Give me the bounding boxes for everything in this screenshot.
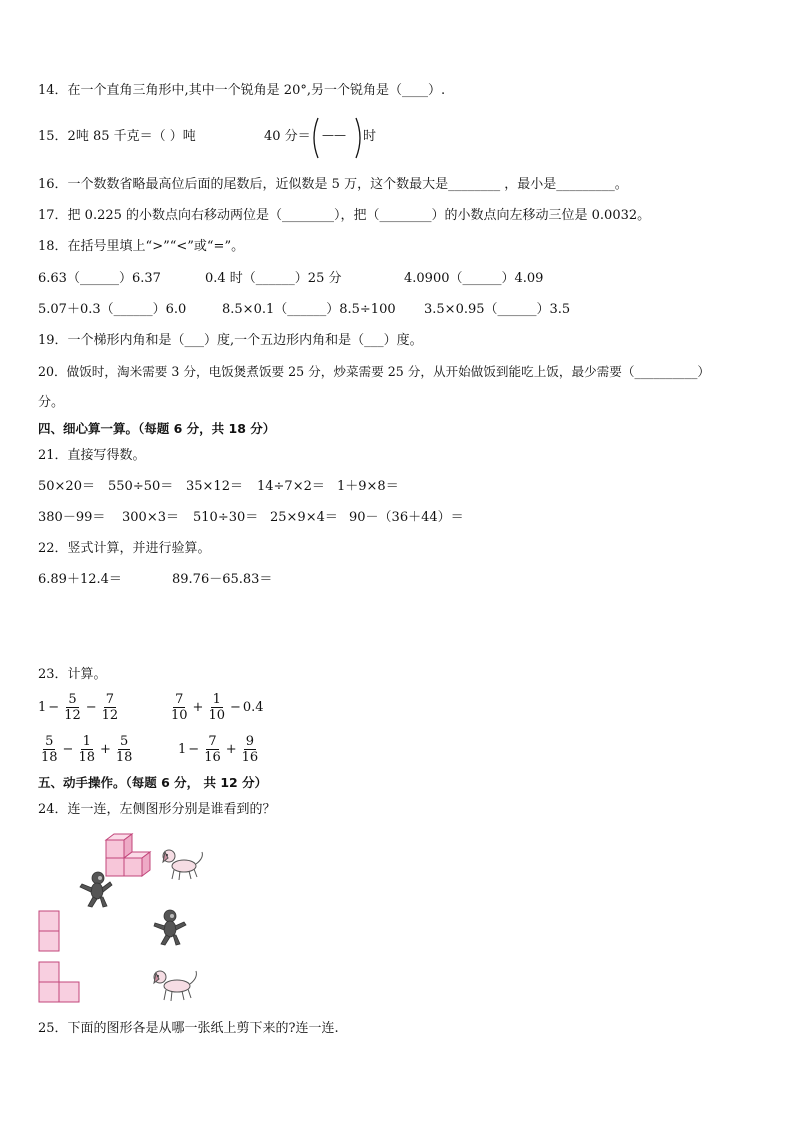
minus-sign: − — [62, 742, 74, 757]
question-18-item: 0.4 时（______）25 分 — [205, 271, 342, 286]
oral-calc-item: 25×9×4＝ — [270, 510, 338, 525]
fraction-expression-2 — [168, 692, 264, 723]
monkey-icon — [150, 908, 190, 948]
vertical-calc-item: 6.89＋12.4＝ — [38, 572, 122, 587]
oral-calc-item: 35×12＝ — [186, 479, 243, 494]
vertical-calc-item: 89.76－65.83＝ — [172, 572, 273, 587]
question-18-item: 3.5×0.95（______）3.5 — [424, 302, 571, 317]
dog-icon — [150, 966, 202, 1004]
question-15-unit: 时 — [363, 129, 377, 144]
oral-calc-item: 1＋9×8＝ — [337, 479, 399, 494]
question-18-item: 4.0900（______）4.09 — [404, 271, 544, 286]
oral-calc-item: 90－（36＋44）＝ — [349, 510, 464, 525]
question-23-stem: 23．计算。 — [38, 667, 107, 682]
oral-calc-item: 14÷7×2＝ — [257, 479, 325, 494]
fraction: $\frac{7}{12}$ — [101, 692, 119, 723]
monkey-icon — [76, 870, 116, 910]
fraction-expression-4 — [178, 734, 261, 765]
expr-number: 0.4 — [242, 700, 264, 715]
fraction: $\frac{7}{16}$ — [204, 734, 221, 765]
question-20-line2: 分。 — [38, 395, 65, 410]
dog-icon — [160, 846, 208, 882]
oral-calc-item: 550÷50＝ — [108, 479, 174, 494]
question-24: 24．连一连，左侧图形分别是谁看到的？ — [38, 802, 276, 817]
section-4-heading: 四、细心算一算。（每题 6 分，共 18 分） — [38, 421, 276, 436]
minus-sign: − — [230, 700, 241, 715]
oral-calc-item: 300×3＝ — [122, 510, 179, 525]
question-15-part2: 40 分＝ — [264, 129, 311, 144]
question-14: 14．在一个直角三角形中,其中一个锐角是 20°,另一个锐角是（____）. — [38, 83, 446, 98]
question-18-item: 8.5×0.1（______）8.5÷100 — [222, 302, 396, 317]
fraction: $\frac{5}{18}$ — [115, 734, 133, 765]
question-16: 16．一个数数省略最高位后面的尾数后，近似数是 5 万，这个数最大是________ ，最小是_________。 — [38, 177, 628, 192]
question-18-stem: 18．在括号里填上“>”“<”或“=”。 — [38, 239, 245, 254]
minus-sign: − — [188, 742, 200, 757]
expr-number: 1 — [38, 700, 47, 715]
question-15-fraction-line: —— — [322, 128, 346, 142]
oral-calc-item: 50×20＝ — [38, 479, 95, 494]
fraction: $\frac{5}{12}$ — [64, 692, 81, 723]
fraction: $\frac{1}{18}$ — [78, 734, 95, 765]
view-figure-column — [38, 910, 62, 954]
question-19: 19．一个梯形内角和是（___）度,一个五边形内角和是（___）度。 — [38, 333, 423, 348]
fraction: $\frac{5}{18}$ — [41, 734, 58, 765]
question-15-part1: 15．2吨 85 千克＝（ ）吨 — [38, 129, 196, 144]
section-5-heading: 五、动手操作。（每题 6 分， 共 12 分） — [38, 775, 268, 790]
question-18-item: 5.07＋0.3（______）6.0 — [38, 302, 187, 317]
fraction-expression-1 — [38, 692, 121, 723]
question-18-item: 6.63（______）6.37 — [38, 271, 161, 286]
question-25: 25．下面的图形各是从哪一张纸上剪下来的?连一连. — [38, 1021, 339, 1036]
plus-sign: + — [192, 700, 204, 715]
question-21-stem: 21．直接写得数。 — [38, 448, 146, 463]
plus-sign: + — [100, 742, 111, 757]
question-17: 17．把 0.225 的小数点向右移动两位是（________），把（________）的小数点向左移动三位是 0.0032。 — [38, 208, 651, 223]
plus-sign: + — [225, 742, 237, 757]
question-22-stem: 22．竖式计算，并进行验算。 — [38, 541, 211, 556]
fraction-expression-3 — [38, 734, 135, 765]
minus-sign: − — [48, 700, 60, 715]
expr-number: 1 — [178, 742, 187, 757]
oral-calc-item: 510÷30＝ — [193, 510, 259, 525]
fraction: $\frac{7}{10}$ — [171, 692, 188, 723]
view-figure-l-shape — [38, 961, 84, 1005]
fraction: $\frac{9}{16}$ — [241, 734, 259, 765]
oral-calc-item: 380－99＝ — [38, 510, 106, 525]
minus-sign: − — [85, 700, 97, 715]
question-20-line1: 20．做饭时，淘米需要 3 分，电饭煲煮饭要 25 分，炒菜需要 25 分，从开始做饭到能吃上饭，最少需要（__________） — [38, 364, 711, 379]
fraction: $\frac{1}{10}$ — [208, 692, 225, 723]
